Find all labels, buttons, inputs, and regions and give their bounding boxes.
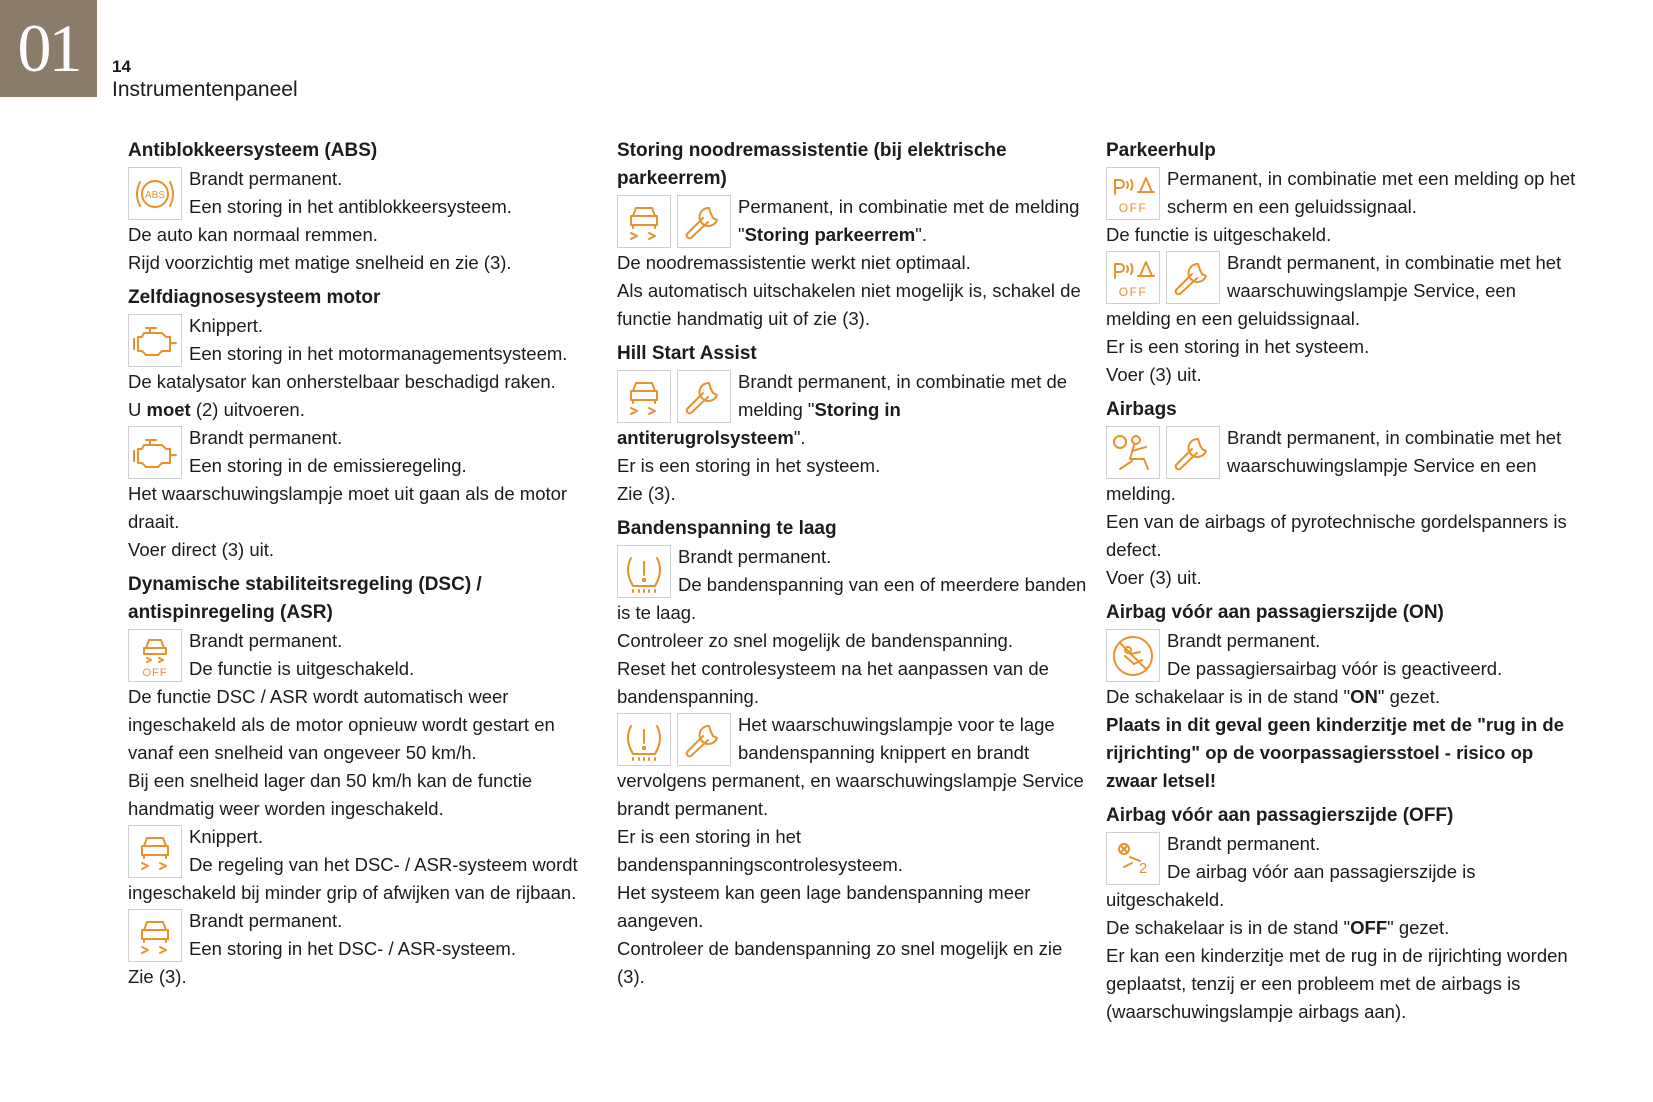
tyre-pressure-icon (617, 713, 671, 766)
emergency-paragraph: Als automatisch uitschakelen niet mogelijk is, schakel de functie handmatig uit of zie (3). (617, 280, 1081, 329)
abs-paragraph: Rijd voorzichtig met matige snelheid en zie (3). (128, 252, 512, 273)
airbag-off-icon (1106, 832, 1160, 885)
chapter-number: 01 (0, 0, 97, 97)
svg-text:OFF: OFF (142, 666, 168, 678)
airbag-on-paragraph: De schakelaar is in de stand "ON" gezet. (1106, 686, 1440, 707)
dsc-description: De regeling van het DSC- / ASR-systeem wordt ingeschakeld bij minder grip of afwijken van de rijbaan. (128, 854, 578, 903)
dsc-skid-icon (617, 370, 671, 423)
tyre-paragraph: Controleer zo snel mogelijk de bandenspanning. (617, 630, 1013, 651)
dsc-paragraph: Bij een snelheid lager dan 50 km/h kan de functie handmatig weer worden ingeschakeld. (128, 770, 533, 819)
entry-airbag-on (1106, 627, 1576, 683)
tyre-status: Brandt permanent. (678, 546, 832, 567)
entry-dsc-off (128, 627, 598, 683)
entry-engine-blink (128, 312, 598, 368)
parking-aid-off-icon (1106, 251, 1160, 304)
airbag-off-status: Brandt permanent. (1167, 833, 1321, 854)
hill-start-description: Brandt permanent, in combinatie met de melding "Storing in antiterugrolsysteem". (617, 371, 1068, 448)
dsc-description: De functie is uitgeschakeld. (189, 658, 415, 679)
dsc-off-icon (128, 629, 182, 682)
hill-start-paragraph: Zie (3). (617, 483, 676, 504)
section-title-dsc: Dynamische stabiliteitsregeling (DSC) / antispinregeling (ASR) (128, 574, 482, 623)
parking-description: Permanent, in combinatie met een melding op het scherm en een geluidssignaal. (1167, 168, 1576, 217)
dsc-status: Brandt permanent. (189, 630, 343, 651)
parking-paragraph: Er is een storing in het systeem. (1106, 336, 1370, 357)
entry-airbag-off (1106, 830, 1576, 914)
emergency-description: Permanent, in combinatie met de melding "Storing parkeerrem". (738, 196, 1080, 245)
dsc-skid-icon (128, 909, 182, 962)
column-3 (1106, 137, 1576, 1026)
airbag-off-paragraph: De schakelaar is in de stand "OFF" gezet. (1106, 917, 1450, 938)
engine-paragraph: Voer direct (3) uit. (128, 539, 275, 560)
airbags-paragraph: Een van de airbags of pyrotechnische gordelspanners is defect. (1106, 511, 1567, 560)
tyre-paragraph: Reset het controlesysteem na het aanpassen van de bandenspanning. (617, 658, 1049, 707)
wrench-service-icon (1166, 426, 1220, 479)
engine-check-icon (128, 426, 182, 479)
airbag-passenger-icon (1106, 426, 1160, 479)
airbags-description: Brandt permanent, in combinatie met het waarschuwingslampje Service en een melding. (1106, 427, 1562, 504)
tyre-paragraph: Het systeem kan geen lage bandenspanning meer aangeven. (617, 882, 1031, 931)
section-title-airbags: Airbags (1106, 399, 1177, 420)
airbag-off-paragraph: Er kan een kinderzitje met de rug in de rijrichting worden geplaatst, tenzij er een probleem met de airbags is (waarschuwingslampje airbags aan). (1106, 945, 1568, 1022)
column-1 (128, 137, 598, 991)
child-seat-prohibited-icon (1106, 629, 1160, 682)
parking-fault-description: Brandt permanent, in combinatie met het waarschuwingslampje Service, een melding en een geluidssignaal. (1106, 252, 1562, 329)
wrench-service-icon (677, 713, 731, 766)
engine-paragraph: De katalysator kan onherstelbaar beschadigd raken. (128, 371, 556, 392)
column-2 (617, 137, 1087, 991)
parking-aid-off-icon (1106, 167, 1160, 220)
section-title-airbag-off: Airbag vóór aan passagierszijde (OFF) (1106, 805, 1454, 826)
tyre-description: De bandenspanning van een of meerdere banden is te laag. (617, 574, 1087, 623)
page-number: 14 (112, 57, 131, 76)
tyre-paragraph: Er is een storing in het bandenspanningscontrolesysteem. (617, 826, 903, 875)
abs-description: Een storing in het antiblokkeersysteem. (189, 196, 512, 217)
entry-engine-permanent (128, 424, 598, 480)
entry-dsc-fault (128, 907, 598, 963)
svg-text:2: 2 (1138, 859, 1148, 877)
engine-check-icon (128, 314, 182, 367)
wrench-service-icon (677, 195, 731, 248)
entry-hill-start (617, 368, 1087, 452)
engine-paragraph: Het waarschuwingslampje moet uit gaan als de motor draait. (128, 483, 568, 532)
hill-start-paragraph: Er is een storing in het systeem. (617, 455, 881, 476)
tyre-fault-description: Het waarschuwingslampje voor te lage bandenspanning knippert en brandt vervolgens permanent, en waarschuwingslampje Service brandt permanent. (617, 714, 1084, 819)
dsc-paragraph: Zie (3). (128, 966, 187, 987)
airbag-on-status: Brandt permanent. (1167, 630, 1321, 651)
engine-status: Brandt permanent. (189, 427, 343, 448)
section-title-tyre-pressure: Bandenspanning te laag (617, 518, 837, 539)
entry-airbags (1106, 424, 1576, 508)
airbag-off-description: De airbag vóór aan passagierszijde is uitgeschakeld. (1106, 861, 1476, 910)
entry-abs (128, 165, 598, 221)
dsc-status: Brandt permanent. (189, 910, 343, 931)
page-title: Instrumentenpaneel (112, 78, 298, 101)
engine-paragraph: U moet (2) uitvoeren. (128, 399, 305, 420)
engine-status: Knippert. (189, 315, 264, 336)
wrench-service-icon (677, 370, 731, 423)
tyre-pressure-icon (617, 545, 671, 598)
section-title-hill-start: Hill Start Assist (617, 343, 757, 364)
airbags-paragraph: Voer (3) uit. (1106, 567, 1202, 588)
dsc-skid-icon (128, 825, 182, 878)
svg-text:OFF: OFF (1118, 284, 1148, 299)
dsc-description: Een storing in het DSC- / ASR-systeem. (189, 938, 516, 959)
entry-tyre-fault (617, 711, 1087, 823)
airbag-on-warning: Plaats in dit geval geen kinderzitje met de "rug in de rijrichting" op de voorpassagiersstoel - risico op zwaar letsel! (1106, 714, 1565, 791)
section-title-airbag-on: Airbag vóór aan passagierszijde (ON) (1106, 602, 1444, 623)
parking-paragraph: De functie is uitgeschakeld. (1106, 224, 1332, 245)
abs-warning-icon (128, 167, 182, 220)
wrench-service-icon (1166, 251, 1220, 304)
dsc-skid-icon (617, 195, 671, 248)
airbag-on-description: De passagiersairbag vóór is geactiveerd. (1167, 658, 1503, 679)
svg-text:OFF: OFF (1118, 200, 1148, 215)
emergency-paragraph: De noodremassistentie werkt niet optimaal. (617, 252, 971, 273)
section-title-emergency-brake: Storing noodremassistentie (bij elektrische parkeerrem) (617, 140, 1007, 189)
entry-emergency-brake (617, 193, 1087, 249)
abs-status: Brandt permanent. (189, 168, 343, 189)
entry-parking-fault (1106, 249, 1576, 333)
tyre-paragraph: Controleer de bandenspanning zo snel mogelijk en zie (3). (617, 938, 1063, 987)
svg-text:ABS: ABS (144, 189, 166, 201)
section-title-abs: Antiblokkeersysteem (ABS) (128, 140, 378, 161)
engine-description: Een storing in de emissieregeling. (189, 455, 467, 476)
dsc-paragraph: De functie DSC / ASR wordt automatisch weer ingeschakeld als de motor opnieuw wordt gestart en vanaf een snelheid van ongeveer 50 km/h. (128, 686, 555, 763)
entry-tyre-pressure (617, 543, 1087, 627)
entry-dsc-blink (128, 823, 598, 907)
dsc-status: Knippert. (189, 826, 264, 847)
parking-paragraph: Voer (3) uit. (1106, 364, 1202, 385)
section-title-parking-aid: Parkeerhulp (1106, 140, 1216, 161)
entry-parking-off (1106, 165, 1576, 221)
section-title-engine: Zelfdiagnosesysteem motor (128, 287, 381, 308)
abs-paragraph: De auto kan normaal remmen. (128, 224, 378, 245)
engine-description: Een storing in het motormanagementsysteem. (189, 343, 568, 364)
